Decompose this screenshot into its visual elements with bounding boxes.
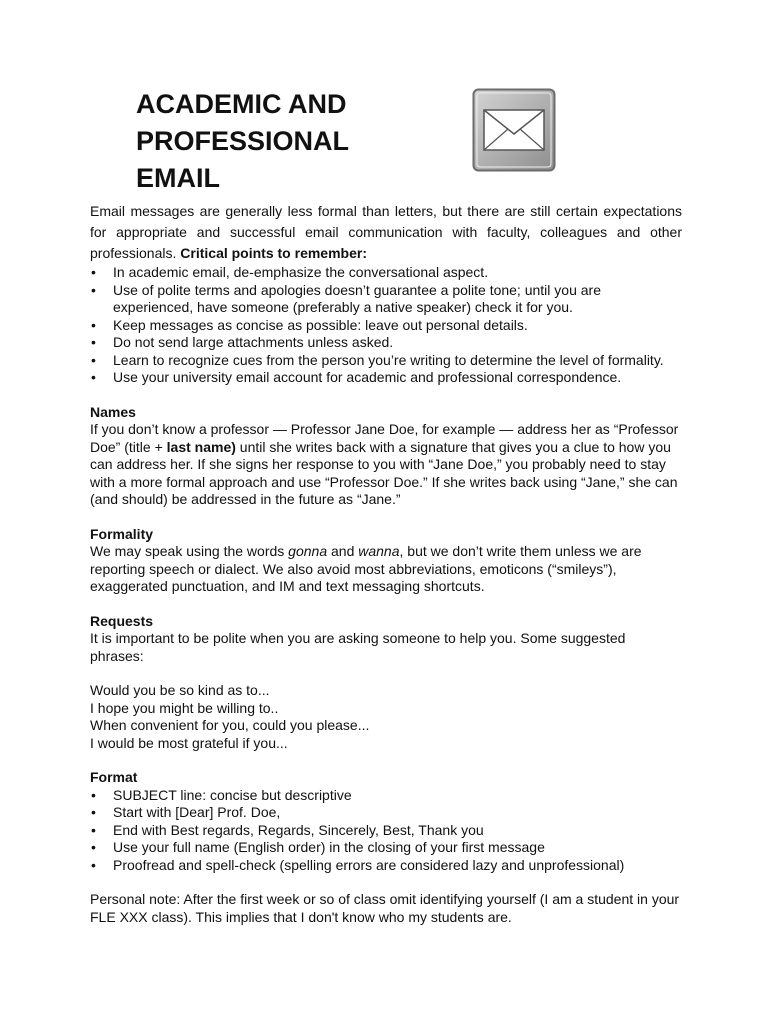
request-phrase: Would you be so kind as to... xyxy=(90,682,270,698)
names-paragraph: If you don’t know a professor — Professor Jane Doe, for example — address her as “Professor Doe” (title + last name) until she writes back with a signature that gives you a clue to how you can address her. If she signs her response to you with “Jane Doe,” you probably need to stay with a more formal approach and use “Professor Doe.” If she writes back using “Jane,” she can (and should) be addressed in the future as “Jane.” xyxy=(90,421,679,507)
list-item: • End with Best regards, Regards, Sincerely, Best, Thank you xyxy=(91,821,484,838)
list-item: • Keep messages as concise as possible: leave out personal details. xyxy=(91,316,528,333)
formality-italic-gonna: gonna xyxy=(288,543,328,559)
list-item: • Proofread and spell-check (spelling errors are considered lazy and unprofessional) xyxy=(91,856,625,873)
list-item: • Start with [Dear] Prof. Doe, xyxy=(91,804,281,820)
bullet-icon: • xyxy=(91,316,96,333)
request-phrase: I hope you might be willing to.. xyxy=(90,699,279,716)
list-item: • Use your university email account for academic and professional correspondence. xyxy=(91,369,622,385)
title-line-1: ACADEMIC AND xyxy=(136,89,347,119)
requests-paragraph: It is important to be polite when you are asking someone to help you. Some suggested phrases: xyxy=(90,630,626,664)
critical-points-list xyxy=(90,264,682,387)
list-item: • Use your full name (English order) in the closing of your first message xyxy=(91,839,545,855)
title-line-2: PROFESSIONAL xyxy=(136,126,350,156)
bullet-icon: • xyxy=(91,821,96,838)
personal-note: Personal note: After the first week or so of class omit identifying yourself (I am a student in your FLE XXX class). This implies that I don't know who my students are. xyxy=(90,891,680,925)
format-heading: Format xyxy=(90,769,138,785)
intro-text: Email messages are generally less formal than letters, but there are still certain expectations for appropriate and successful email communication with faculty, colleagues and other professionals. xyxy=(90,203,682,261)
bullet-icon: • xyxy=(91,856,96,873)
title-line-3: EMAIL xyxy=(136,163,220,193)
format-list xyxy=(90,787,682,875)
list-item: • SUBJECT line: concise but descriptive xyxy=(91,786,352,803)
formality-italic-wanna: wanna xyxy=(358,543,400,559)
envelope-icon xyxy=(472,88,556,172)
bullet-icon: • xyxy=(91,786,96,803)
request-phrase: When convenient for you, could you please... xyxy=(90,717,370,733)
formality-paragraph: We may speak using the words gonna and wanna, but we don’t write them unless we are reporting speech or dialect. We also avoid most abbreviations, emoticons (“smileys”), exaggerated punctuation, and IM and text messaging shortcuts. xyxy=(90,543,642,594)
page-title xyxy=(136,86,349,197)
bullet-icon: • xyxy=(91,369,96,385)
document-body xyxy=(90,201,682,926)
bullet-icon: • xyxy=(91,334,96,350)
list-item: • Do not send large attachments unless asked. xyxy=(91,334,394,350)
bullet-icon: • xyxy=(91,281,96,298)
names-heading: Names xyxy=(90,403,136,420)
requests-heading: Requests xyxy=(90,612,154,629)
list-item: • Learn to recognize cues from the person you’re writing to determine the level of formality. xyxy=(91,351,664,368)
request-phrase: I would be most grateful if you... xyxy=(90,734,288,751)
formality-heading: Formality xyxy=(90,525,154,542)
intro-paragraph xyxy=(90,201,682,264)
intro-bold: Critical points to remember: xyxy=(180,245,367,261)
bullet-icon: • xyxy=(91,264,96,280)
bullet-icon: • xyxy=(91,804,96,820)
names-bold: last name) xyxy=(166,438,236,455)
bullet-icon: • xyxy=(91,839,96,855)
list-item: • In academic email, de-emphasize the conversational aspect. xyxy=(91,264,489,280)
bullet-icon: • xyxy=(91,351,96,368)
list-item: • Use of polite terms and apologies doesn’t guarantee a polite tone; until you are experienced, have someone (preferably a native speaker) check it for you. xyxy=(91,281,601,315)
